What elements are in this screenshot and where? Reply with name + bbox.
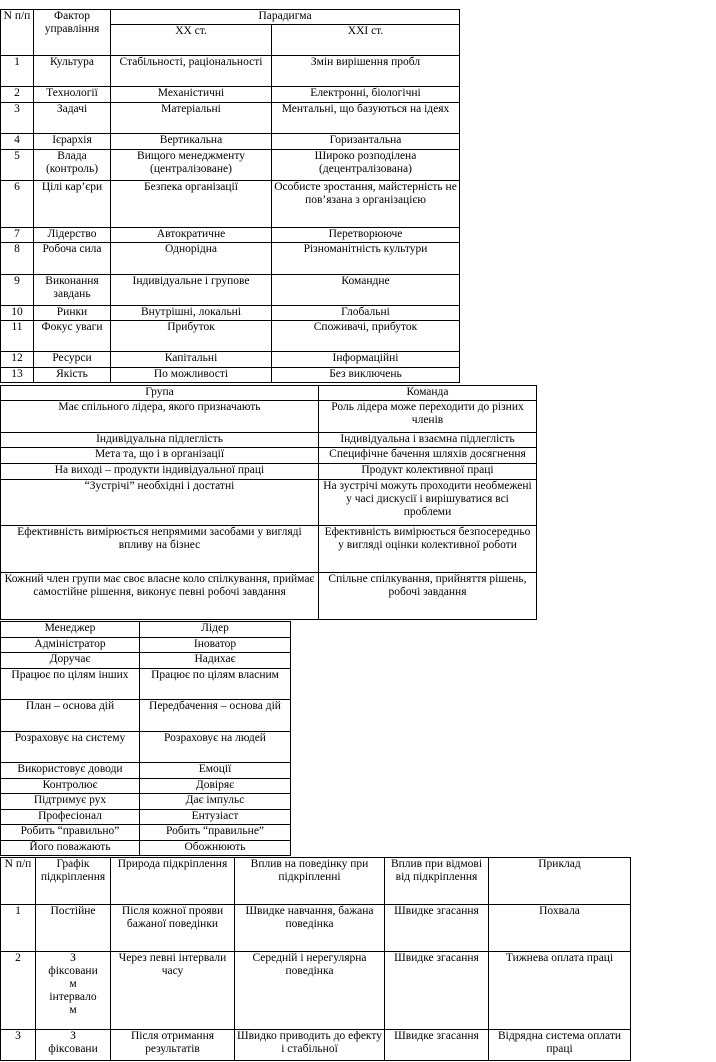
cell-21st: Перетворююче [272, 228, 460, 243]
table-row [1, 480, 537, 526]
cell-refusal: Швидке згасання [385, 952, 489, 1030]
cell-manager: Контролює [1, 779, 140, 794]
cell-team: Спільне спілкування, прийняття рішень, робочі завдання [319, 573, 537, 620]
header-paradigm: Парадигма [111, 10, 460, 25]
header-effect: Вплив на поведінку при підкріпленні [235, 858, 385, 905]
table-row [1, 952, 631, 1030]
cell-leader: Іноватор [140, 638, 291, 653]
cell-factor: Задачі [34, 103, 111, 134]
cell-leader: Працює по цілям власним [140, 669, 291, 700]
cell-leader: Надихає [140, 653, 291, 669]
cell-21st: Різноманітність культури [272, 243, 460, 275]
table-row [1, 841, 291, 856]
cell-20th: Матеріальні [111, 103, 272, 134]
cell-20th: Внутрішні, локальні [111, 306, 272, 321]
group-vs-team-table [0, 385, 537, 620]
cell-manager: Розраховує на систему [1, 732, 140, 763]
table-row [1, 794, 291, 810]
cell-leader: Емоції [140, 763, 291, 779]
cell-leader: Ентузіаст [140, 810, 291, 825]
cell-effect: Швидке навчання, бажана поведінка [235, 905, 385, 952]
cell-team: Специфічне бачення шляхів досягнення [319, 448, 537, 464]
cell-manager: Використовує доводи [1, 763, 140, 779]
cell-factor: Лідерство [34, 228, 111, 243]
cell-example: Похвала [489, 905, 631, 952]
manager-vs-leader-table [0, 621, 291, 856]
table-row [1, 700, 291, 732]
cell-leader: Обожнюють [140, 841, 291, 856]
header-manager: Менеджер [1, 622, 140, 638]
cell-refusal: Швидке згасання [385, 905, 489, 952]
cell-num: 2 [1, 87, 34, 103]
table-row [1, 306, 460, 321]
cell-manager: План – основа дій [1, 700, 140, 732]
cell-example: Тижнева оплата праці [489, 952, 631, 1030]
table-row [1, 150, 460, 181]
cell-leader: Дає імпульс [140, 794, 291, 810]
table-row [1, 526, 537, 573]
table-row [1, 134, 460, 150]
cell-num: 12 [1, 352, 34, 368]
cell-team: Індивідуальна і взаємна підлеглість [319, 433, 537, 448]
table-row [1, 87, 460, 103]
table-row [1, 825, 291, 841]
cell-num: 5 [1, 150, 34, 181]
table-row [1, 905, 631, 952]
header-refusal: Вплив при відмові від підкріплення [385, 858, 489, 905]
table-row [1, 810, 291, 825]
cell-group: “Зустрічі” необхідні і достатні [1, 480, 319, 526]
cell-factor: Якість [34, 368, 111, 383]
table-row [1, 56, 460, 87]
cell-group: Має спільного лідера, якого призначають [1, 401, 319, 433]
cell-leader: Передбачення – основа дій [140, 700, 291, 732]
cell-leader: Довіряє [140, 779, 291, 794]
cell-num: 6 [1, 181, 34, 228]
cell-factor: Культура [34, 56, 111, 87]
cell-team: На зустрічі можуть проходити необмежені у часі дискусії і вирішуватися всі проблеми [319, 480, 537, 526]
header-num: N п/п [1, 10, 34, 56]
cell-leader: Розраховує на людей [140, 732, 291, 763]
cell-manager: Працює по цілям інших [1, 669, 140, 700]
table-row [1, 669, 291, 700]
header-group: Група [1, 386, 319, 401]
cell-21st: Ментальні, що базуються на ідеях [272, 103, 460, 134]
cell-schedule: Постійне [36, 905, 111, 952]
cell-factor: Ієрархія [34, 134, 111, 150]
cell-nature: Через певні інтервали часу [111, 952, 235, 1030]
cell-20th: Вищого менеджменту (централізоване) [111, 150, 272, 181]
cell-21st: Горизантальна [272, 134, 460, 150]
table-row [1, 464, 537, 480]
table-row [1, 275, 460, 306]
cell-20th: Вертикальна [111, 134, 272, 150]
table-row [1, 103, 460, 134]
table-row [1, 368, 460, 383]
cell-factor: Цілі кар’єри [34, 181, 111, 228]
cell-group: Індивідуальна підлеглість [1, 433, 319, 448]
cell-num: 4 [1, 134, 34, 150]
cell-effect: Швидко приводить до ефекту і стабільної [235, 1030, 385, 1061]
cell-21st: Змін вирішення пробл [272, 56, 460, 87]
header-schedule: Графік підкріплення [36, 858, 111, 905]
table-row [1, 448, 537, 464]
table-row [1, 243, 460, 275]
cell-group: Мета та, що і в організації [1, 448, 319, 464]
header-team: Команда [319, 386, 537, 401]
cell-20th: Індивідуальне і групове [111, 275, 272, 306]
header-factor: Фактор управління [34, 10, 111, 56]
cell-num: 7 [1, 228, 34, 243]
cell-21st: Без виключень [272, 368, 460, 383]
cell-leader: Робить “правильне” [140, 825, 291, 841]
cell-group: На виході – продукти індивідуальної праці [1, 464, 319, 480]
cell-factor: Влада (контроль) [34, 150, 111, 181]
cell-schedule: З фіксовани [36, 1030, 111, 1061]
table-row [1, 433, 537, 448]
cell-manager: Доручає [1, 653, 140, 669]
table-row [1, 653, 291, 669]
header-21st-century: ХХІ ст. [272, 25, 460, 56]
cell-21st: Інформаційні [272, 352, 460, 368]
cell-team: Продукт колективної праці [319, 464, 537, 480]
table-row [1, 1030, 631, 1061]
cell-manager: Робить “правильно” [1, 825, 140, 841]
cell-example: Відрядна система оплати праці [489, 1030, 631, 1061]
table-row [1, 228, 460, 243]
table-row [1, 321, 460, 352]
cell-factor: Виконання завдань [34, 275, 111, 306]
header-example: Приклад [489, 858, 631, 905]
cell-21st: Особисте зростання, майстерність не пов’язана з організацією [272, 181, 460, 228]
table-row [1, 352, 460, 368]
cell-20th: Механістичні [111, 87, 272, 103]
cell-num: 3 [1, 1030, 36, 1061]
cell-effect: Середній і нерегулярна поведінка [235, 952, 385, 1030]
cell-num: 11 [1, 321, 34, 352]
table-row [1, 638, 291, 653]
cell-factor: Фокус уваги [34, 321, 111, 352]
cell-factor: Ринки [34, 306, 111, 321]
cell-team: Роль лідера може переходити до різних членів [319, 401, 537, 433]
reinforcement-schedule-table [0, 857, 631, 1061]
cell-group: Ефективність вимірюється непрямими засобами у вигляді впливу на бізнес [1, 526, 319, 573]
cell-num: 10 [1, 306, 34, 321]
header-leader: Лідер [140, 622, 291, 638]
cell-20th: Безпека організації [111, 181, 272, 228]
cell-refusal: Швидке згасання [385, 1030, 489, 1061]
table-row [1, 181, 460, 228]
cell-num: 13 [1, 368, 34, 383]
cell-21st: Споживачі, прибуток [272, 321, 460, 352]
table-row [1, 573, 537, 620]
cell-nature: Після отримання результатів [111, 1030, 235, 1061]
cell-20th: Однорідна [111, 243, 272, 275]
cell-factor: Технології [34, 87, 111, 103]
cell-21st: Широко розподілена (децентралізована) [272, 150, 460, 181]
cell-num: 8 [1, 243, 34, 275]
cell-21st: Командне [272, 275, 460, 306]
cell-20th: Капітальні [111, 352, 272, 368]
cell-team: Ефективність вимірюється безпосередньо у вигляді оцінки колективної роботи [319, 526, 537, 573]
cell-num: 9 [1, 275, 34, 306]
cell-20th: Прибуток [111, 321, 272, 352]
table-row [1, 732, 291, 763]
cell-21st: Глобальні [272, 306, 460, 321]
cell-20th: По можливості [111, 368, 272, 383]
cell-num: 1 [1, 56, 34, 87]
header-num: N п/п [1, 858, 36, 905]
table-row [1, 779, 291, 794]
cell-20th: Стабільності, раціональності [111, 56, 272, 87]
header-20th-century: ХХ ст. [111, 25, 272, 56]
cell-num: 3 [1, 103, 34, 134]
cell-21st: Електронні, біологічні [272, 87, 460, 103]
cell-manager: Підтримує рух [1, 794, 140, 810]
cell-num: 2 [1, 952, 36, 1030]
cell-factor: Робоча сила [34, 243, 111, 275]
header-nature: Природа підкріплення [111, 858, 235, 905]
cell-manager: Професіонал [1, 810, 140, 825]
cell-20th: Автократичне [111, 228, 272, 243]
cell-manager: Адміністратор [1, 638, 140, 653]
cell-group: Кожний член групи має своє власне коло спілкування, приймає самостійне рішення, виконує певні робочі завдання [1, 573, 319, 620]
table-row [1, 401, 537, 433]
cell-schedule: З фіксованим інтервалом [36, 952, 111, 1030]
table-row [1, 763, 291, 779]
management-paradigm-table [0, 9, 460, 383]
cell-nature: Після кожної прояви бажаної поведінки [111, 905, 235, 952]
cell-num: 1 [1, 905, 36, 952]
cell-manager: Його поважають [1, 841, 140, 856]
cell-factor: Ресурси [34, 352, 111, 368]
